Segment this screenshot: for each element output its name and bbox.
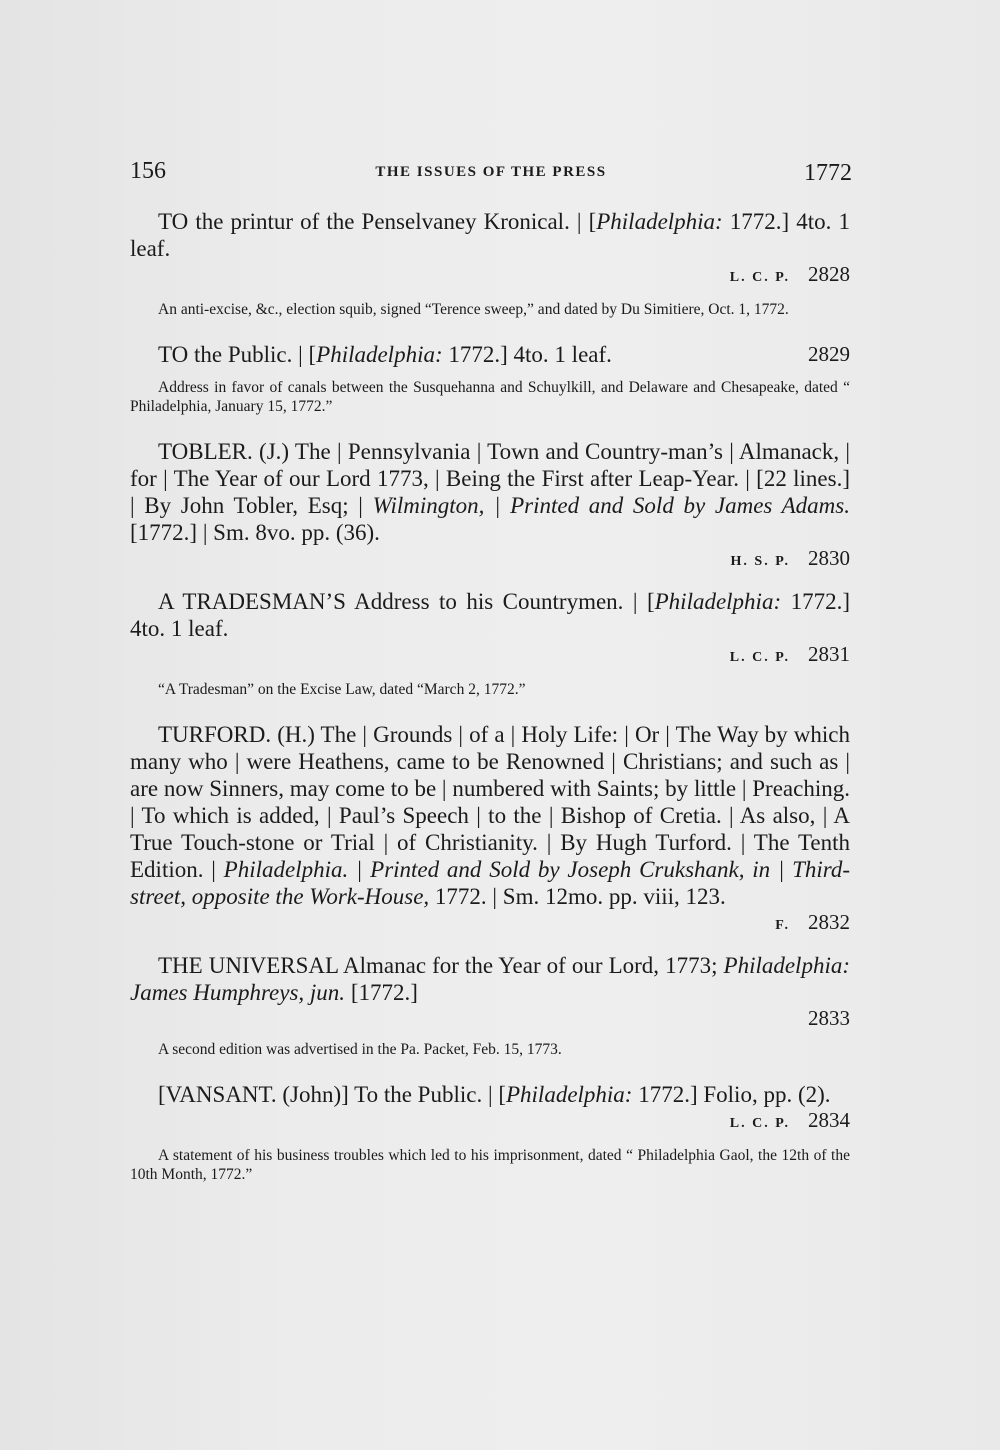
entry-2828 <box>130 208 850 319</box>
entry-number: 2834 <box>808 1108 850 1132</box>
entry-title: A TRADESMAN’S Address to his Countrymen. | [Philadelphia: 1772.] 4to. 1 leaf. <box>130 589 850 641</box>
entry-title: 2829 TO the Public. | [Philadelphia: 1772.] 4to. 1 leaf. <box>158 342 850 367</box>
entry-2832 <box>130 721 850 938</box>
entry-title: TO the printur of the Penselvaney Kronical. | [Philadelphia: 1772.] 4to. 1 leaf. <box>130 209 850 261</box>
entry-2834 <box>130 1081 850 1184</box>
entry-2830 <box>130 438 850 574</box>
entry-title: TURFORD. (H.) The | Grounds | of a | Holy Life: | Or | The Way by which many who | were Heathens, came to be Renowned | Christians; and such as | are now Sinners, may come to be | numbered with Saints; by little | Preaching. | To which is added, | Paul’s Speech | to the | Bishop of Cretia. | As also, | A True Touch-stone or Trial | of Christianity. | By Hugh Turford. | The Tenth Edition. | Philadelphia. | Printed and Sold by Joseph Crukshank, in | Third-street, opposite the Work-House, 1772. | Sm. 12mo. pp. viii, 123. <box>130 722 851 909</box>
library-code: L. C. P. <box>729 650 790 665</box>
entry-note: “A Tradesman” on the Excise Law, dated “March 2, 1772.” <box>158 681 526 698</box>
entry-number: 2833 <box>808 1006 850 1030</box>
entry-number: 2829 <box>808 342 850 366</box>
entry-location <box>130 1108 850 1136</box>
entry-note: An anti-excise, &c., election squib, signed “Terence sweep,” and dated by Du Simitiere, Oct. 1, 1772. <box>158 301 789 318</box>
entry-note: Address in favor of canals between the Susquehanna and Schuylkill, and Delaware and Chesapeake, dated “ Philadelphia, January 15, 1772.” <box>130 379 850 415</box>
entry-title: TOBLER. (J.) The | Pennsylvania | Town and Country-man’s | Almanack, | for | The Year of our Lord 1773, | Being the First after Leap-Year. | [22 lines.] | By John Tobler, Esq; | Wilmington, | Printed and Sold by James Adams. [1772.] | Sm. 8vo. pp. (36). <box>130 439 850 545</box>
entry-location <box>130 546 850 574</box>
entry-2831 <box>130 588 850 699</box>
entry-location <box>130 1006 850 1030</box>
running-title: THE ISSUES OF THE PRESS <box>375 164 607 180</box>
entry-2833 <box>130 952 850 1059</box>
library-code: H. S. P. <box>730 554 790 569</box>
entry-location <box>130 642 850 670</box>
library-code: F. <box>775 918 790 933</box>
entries-list <box>130 208 850 1198</box>
entry-location <box>130 262 850 290</box>
entry-number: 2832 <box>808 910 850 934</box>
library-code: L. C. P. <box>729 1116 790 1131</box>
page-number: 156 <box>130 158 166 184</box>
entry-number: 2831 <box>808 642 850 666</box>
entry-title: [VANSANT. (John)] To the Public. | [Philadelphia: 1772.] Folio, pp. (2). <box>158 1082 831 1107</box>
running-year: 1772 <box>804 160 852 186</box>
entry-title: THE UNIVERSAL Almanac for the Year of our Lord, 1773; Philadelphia: James Humphreys, jun. [1772.] <box>130 953 850 1005</box>
running-head <box>130 158 852 198</box>
entry-note: A statement of his business troubles which led to his imprisonment, dated “ Philadelphia Gaol, the 12th of the 10th Month, 1772.” <box>130 1147 850 1183</box>
entry-note: A second edition was advertised in the Pa. Packet, Feb. 15, 1773. <box>158 1041 562 1058</box>
entry-number: 2830 <box>808 546 850 570</box>
entry-2829 <box>130 341 850 416</box>
entry-number: 2828 <box>808 262 850 286</box>
entry-location <box>130 910 850 938</box>
library-code: L. C. P. <box>729 270 790 285</box>
